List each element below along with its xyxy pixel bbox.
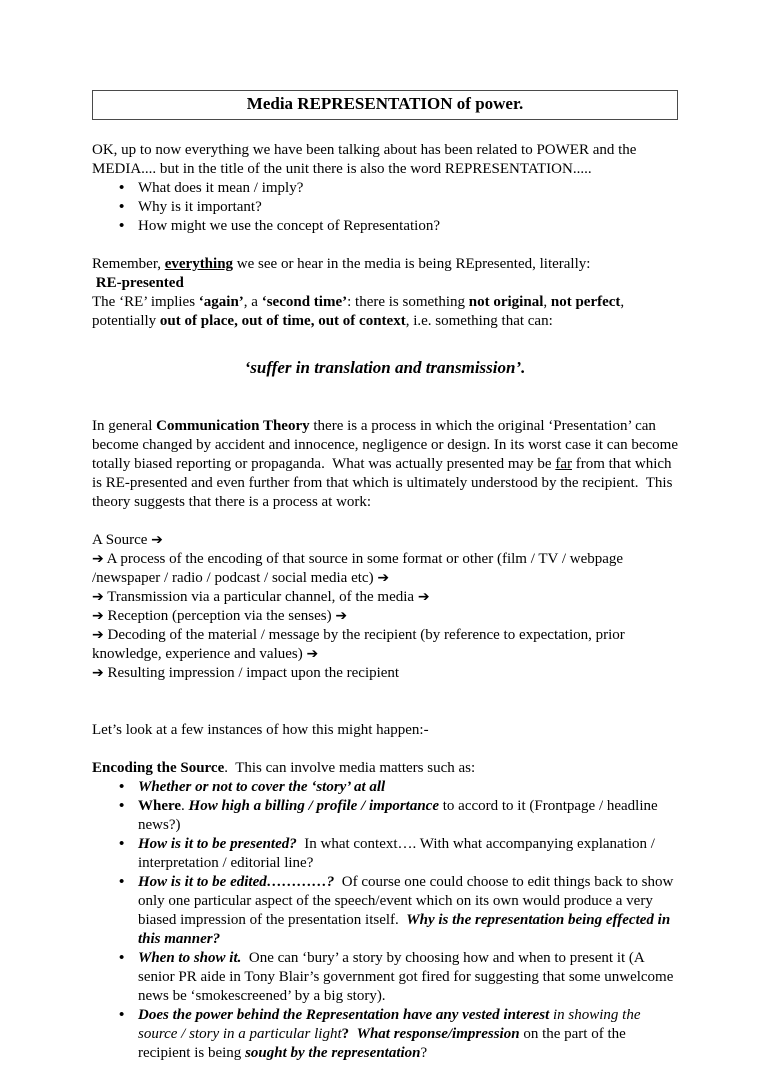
communication-theory-paragraph: In general Communication Theory there is a process in which the original ‘Presentation’ can become changed by accident and innocence, negligence or design. In its worst case it can become totally biased reporting or propaganda. What was actually presented may be far from that which is RE-presented and even further from that which is ultimately understood by the recipient. This theory suggests that there is a process at work: xyxy=(92,418,682,510)
spacer xyxy=(92,512,678,531)
re-implies-paragraph: The ‘RE’ implies ‘again’, a ‘second time’: there is something not original, not perfect, potentially out of place, out of time, out of context, i.e. something that can: xyxy=(92,294,628,329)
process-line-decoding: ➔ Decoding of the material / message by the recipient (by reference to expectation, prior knowledge, experience and values) ➔ xyxy=(92,627,629,662)
process-line-reception: ➔ Reception (perception via the senses) ➔ xyxy=(92,608,348,624)
process-line-impression: ➔ Resulting impression / impact upon the recipient xyxy=(92,665,400,681)
bullet-item: • Whether or not to cover the ‘story’ at all xyxy=(92,778,678,797)
spacer xyxy=(92,683,678,721)
spacer xyxy=(92,236,678,255)
process-line-transmission: ➔ Transmission via a particular channel, of the media ➔ xyxy=(92,589,430,605)
title-box xyxy=(92,90,678,120)
intro-paragraph: OK, up to now everything we have been talking about has been related to POWER and the MEDIA.... but in the title of the unit there is also the word REPRESENTATION..... xyxy=(92,142,641,177)
spacer xyxy=(92,379,678,417)
remember-paragraph: Remember, everything we see or hear in the media is being REpresented, literally: xyxy=(92,256,591,272)
bullet-item: • What does it mean / imply? xyxy=(92,179,678,198)
bullet-item: • How might we use the concept of Representation? xyxy=(92,217,678,236)
re-presented-line: RE-presented xyxy=(95,275,184,291)
process-line-encoding: ➔ A process of the encoding of that source in some format or other (film / TV / webpage /newspaper / radio / podcast / social media etc) ➔ xyxy=(92,551,627,586)
spacer xyxy=(92,740,678,759)
bullet-item: • Where. How high a billing / profile / importance to accord to it (Frontpage / headline news?) xyxy=(92,797,678,835)
bullet-item: • How is it to be presented? In what context…. With what accompanying explanation / interpretation / editorial line? xyxy=(92,835,678,873)
lets-look-paragraph: Let’s look at a few instances of how this might happen:- xyxy=(92,722,429,738)
bullet-item: • Does the power behind the Representation have any vested interest in showing the source / story in a particular light? What response/impression on the part of the recipient is being sought by the representation? xyxy=(92,1006,678,1063)
process-line-source: A Source ➔ xyxy=(92,532,163,548)
process-flow xyxy=(92,531,678,683)
encoding-heading: Encoding the Source. This can involve media matters such as: xyxy=(92,760,476,776)
bullet-item: • How is it to be edited…………? Of course one could choose to edit things back to show only one particular aspect of the speech/event which on its own would produce a very biased impression of the presentation itself. Why is the representation being effected in this manner? xyxy=(92,873,678,949)
pullquote: ‘suffer in translation and transmission’. xyxy=(244,358,526,377)
spacer xyxy=(92,331,678,357)
encoding-bullet-list xyxy=(92,778,678,1063)
intro-bullet-list xyxy=(92,179,678,236)
bullet-item: • Why is it important? xyxy=(92,198,678,217)
page-title: Media REPRESENTATION of power. xyxy=(246,94,524,113)
bullet-item: • When to show it. One can ‘bury’ a story by choosing how and when to present it (A senior PR aide in Tony Blair’s government got fired for suggesting that some unwelcome news be ‘smokescreened’ by a big story). xyxy=(92,949,678,1006)
